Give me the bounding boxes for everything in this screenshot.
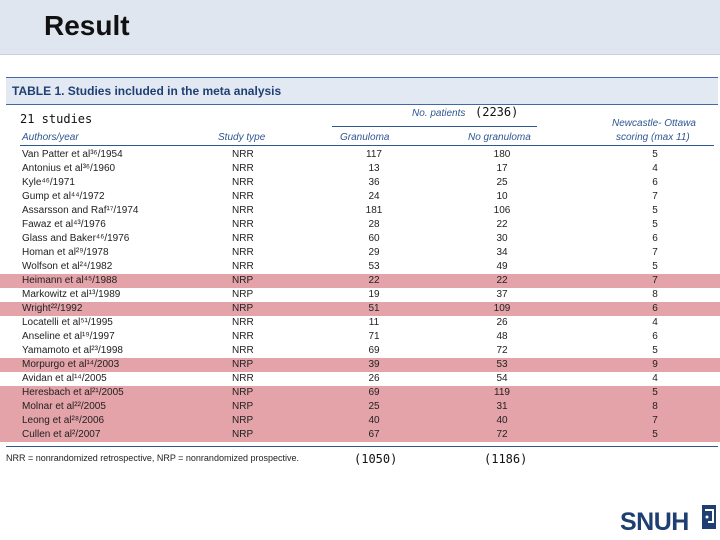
row-no-granuloma-cell: 119: [494, 387, 510, 398]
row-nos-score-cell: 7: [652, 247, 658, 258]
row-no-granuloma-cell: 72: [496, 345, 508, 356]
row-study-type-cell: NRR: [232, 233, 254, 244]
row-granuloma-cell: 69: [368, 345, 380, 356]
row-no-granuloma-cell: 40: [496, 415, 508, 426]
logo-mark-icon: [702, 505, 716, 529]
table-caption: TABLE 1. Studies included in the meta analysis: [12, 84, 282, 98]
table-footnote: NRR = nonrandomized retrospective, NRP = nonrandomized prospective.: [6, 453, 299, 463]
row-no-granuloma-cell: 72: [496, 429, 508, 440]
row-study-type-cell: NRR: [232, 345, 254, 356]
row-author-cell: Avidan et al¹⁴/2005: [22, 373, 107, 384]
row-author-cell: Gump et al⁴⁴/1972: [22, 191, 105, 202]
table-row: [0, 288, 720, 302]
header-authors: Authors/year: [22, 132, 79, 143]
row-study-type-cell: NRR: [232, 317, 254, 328]
row-granuloma-cell: 25: [368, 401, 380, 412]
table-row: [0, 246, 720, 260]
table-caption-bar: [6, 77, 718, 105]
row-author-cell: Locatelli et al⁵¹/1995: [22, 317, 113, 328]
row-no-granuloma-cell: 10: [496, 191, 508, 202]
header-divider: [0, 54, 720, 55]
row-study-type-cell: NRP: [232, 289, 254, 300]
row-no-granuloma-cell: 31: [496, 401, 508, 412]
row-author-cell: Assarsson and Raf¹⁷/1974: [22, 205, 139, 216]
row-study-type-cell: NRR: [232, 219, 254, 230]
row-granuloma-cell: 26: [368, 373, 380, 384]
row-author-cell: Cullen et al²/2007: [22, 429, 101, 440]
table-row: [0, 204, 720, 218]
row-no-granuloma-cell: 17: [496, 163, 508, 174]
row-granuloma-cell: 13: [368, 163, 380, 174]
row-nos-score-cell: 5: [652, 345, 658, 356]
row-nos-score-cell: 5: [652, 219, 658, 230]
row-nos-score-cell: 5: [652, 429, 658, 440]
table-row: [0, 372, 720, 386]
row-author-cell: Antonius et al³⁶/1960: [22, 163, 116, 174]
total-patients-note: (2236): [475, 105, 519, 119]
row-author-cell: Heresbach et al²¹/2005: [22, 387, 124, 398]
table-bottom-rule: [6, 446, 718, 447]
row-granuloma-cell: 22: [368, 275, 380, 286]
row-granuloma-cell: 53: [368, 261, 380, 272]
row-granuloma-cell: 29: [368, 247, 380, 258]
row-granuloma-cell: 40: [368, 415, 380, 426]
row-no-granuloma-cell: 26: [496, 317, 508, 328]
header-bottom-rule: [20, 145, 714, 146]
row-author-cell: Wright²²/1992: [22, 303, 83, 314]
row-no-granuloma-cell: 30: [496, 233, 508, 244]
row-no-granuloma-cell: 49: [496, 261, 508, 272]
row-study-type-cell: NRP: [232, 303, 254, 314]
table-row: [0, 358, 720, 372]
row-author-cell: Fawaz et al⁴³/1976: [22, 219, 106, 230]
granuloma-total-note: (1050): [354, 452, 398, 466]
table-row: [0, 428, 720, 442]
row-author-cell: Wolfson et al²⁴/1982: [22, 261, 113, 272]
header-no-granuloma: No granuloma: [468, 132, 531, 143]
row-granuloma-cell: 71: [368, 331, 380, 342]
row-study-type-cell: NRR: [232, 163, 254, 174]
logo-text: SNUH: [620, 508, 689, 536]
header-granuloma: Granuloma: [340, 132, 390, 143]
table-row: [0, 344, 720, 358]
row-granuloma-cell: 181: [365, 205, 383, 216]
header-nos-line1: Newcastle- Ottawa: [612, 118, 696, 129]
header-study-type: Study type: [218, 132, 266, 143]
row-no-granuloma-cell: 37: [496, 289, 508, 300]
table-row: [0, 330, 720, 344]
table-row: [0, 274, 720, 288]
row-granuloma-cell: 24: [368, 191, 380, 202]
slide-header-bar: [0, 0, 720, 54]
row-author-cell: Yamamoto et al²³/1998: [22, 345, 123, 356]
header-no-patients-underline: [332, 126, 537, 127]
row-nos-score-cell: 5: [652, 261, 658, 272]
row-no-granuloma-cell: 22: [496, 275, 508, 286]
row-study-type-cell: NRR: [232, 247, 254, 258]
row-study-type-cell: NRR: [232, 177, 254, 188]
row-study-type-cell: NRR: [232, 373, 254, 384]
row-nos-score-cell: 6: [652, 177, 658, 188]
table-row: [0, 176, 720, 190]
row-study-type-cell: NRR: [232, 191, 254, 202]
table-row: [0, 386, 720, 400]
row-nos-score-cell: 7: [652, 191, 658, 202]
table-row: [0, 316, 720, 330]
row-nos-score-cell: 5: [652, 149, 658, 160]
row-author-cell: Leong et al²⁸/2006: [22, 415, 105, 426]
row-no-granuloma-cell: 34: [496, 247, 508, 258]
row-no-granuloma-cell: 22: [496, 219, 508, 230]
row-author-cell: Kyle⁴⁶/1971: [22, 177, 75, 188]
row-author-cell: Glass and Baker⁴⁶/1976: [22, 233, 130, 244]
row-author-cell: Heimann et al⁴⁵/1988: [22, 275, 118, 286]
row-study-type-cell: NRR: [232, 205, 254, 216]
row-granuloma-cell: 39: [368, 359, 380, 370]
row-study-type-cell: NRP: [232, 387, 254, 398]
row-author-cell: Markowitz et al¹³/1989: [22, 289, 121, 300]
row-nos-score-cell: 6: [652, 233, 658, 244]
table-row: [0, 232, 720, 246]
row-study-type-cell: NRP: [232, 401, 254, 412]
row-nos-score-cell: 5: [652, 205, 658, 216]
row-nos-score-cell: 6: [652, 331, 658, 342]
row-nos-score-cell: 7: [652, 275, 658, 286]
table-row: [0, 148, 720, 162]
row-nos-score-cell: 5: [652, 387, 658, 398]
row-study-type-cell: NRR: [232, 331, 254, 342]
row-study-type-cell: NRP: [232, 429, 254, 440]
row-granuloma-cell: 19: [368, 289, 380, 300]
row-no-granuloma-cell: 48: [496, 331, 508, 342]
row-granuloma-cell: 36: [368, 177, 380, 188]
row-no-granuloma-cell: 53: [496, 359, 508, 370]
table-row: [0, 260, 720, 274]
row-granuloma-cell: 60: [368, 233, 380, 244]
header-no-patients: No. patients: [412, 108, 466, 119]
studies-count-note: 21 studies: [20, 112, 93, 126]
row-study-type-cell: NRP: [232, 415, 254, 426]
row-no-granuloma-cell: 180: [493, 149, 511, 160]
row-nos-score-cell: 8: [652, 401, 658, 412]
table-row: [0, 414, 720, 428]
no-granuloma-total-note: (1186): [484, 452, 528, 466]
row-no-granuloma-cell: 109: [493, 303, 511, 314]
slide-title: Result: [44, 10, 130, 41]
row-study-type-cell: NRR: [232, 149, 254, 160]
row-nos-score-cell: 6: [652, 303, 658, 314]
row-granuloma-cell: 51: [368, 303, 380, 314]
row-granuloma-cell: 117: [366, 149, 382, 160]
row-granuloma-cell: 67: [368, 429, 380, 440]
table-row: [0, 162, 720, 176]
table-row: [0, 400, 720, 414]
row-study-type-cell: NRR: [232, 261, 254, 272]
row-granuloma-cell: 69: [368, 387, 380, 398]
row-author-cell: Molnar et al²²/2005: [22, 401, 106, 412]
row-granuloma-cell: 11: [368, 317, 380, 328]
row-study-type-cell: NRP: [232, 359, 254, 370]
row-granuloma-cell: 28: [368, 219, 380, 230]
row-study-type-cell: NRP: [232, 275, 254, 286]
header-nos-line2: scoring (max 11): [616, 132, 690, 143]
row-author-cell: Van Patter et al³⁶/1954: [22, 149, 123, 160]
row-nos-score-cell: 9: [652, 359, 658, 370]
table-row: [0, 218, 720, 232]
table-row: [0, 302, 720, 316]
table-row: [0, 190, 720, 204]
snuh-logo: [620, 508, 718, 536]
row-no-granuloma-cell: 54: [496, 373, 508, 384]
row-no-granuloma-cell: 106: [493, 205, 511, 216]
row-nos-score-cell: 4: [652, 373, 658, 384]
row-author-cell: Anseline et al¹⁹/1997: [22, 331, 115, 342]
row-nos-score-cell: 8: [652, 289, 658, 300]
row-nos-score-cell: 4: [652, 317, 658, 328]
row-nos-score-cell: 7: [652, 415, 658, 426]
row-nos-score-cell: 4: [652, 163, 658, 174]
row-author-cell: Morpurgo et al¹⁴/2003: [22, 359, 120, 370]
row-no-granuloma-cell: 25: [496, 177, 508, 188]
row-author-cell: Homan et al²⁹/1978: [22, 247, 109, 258]
